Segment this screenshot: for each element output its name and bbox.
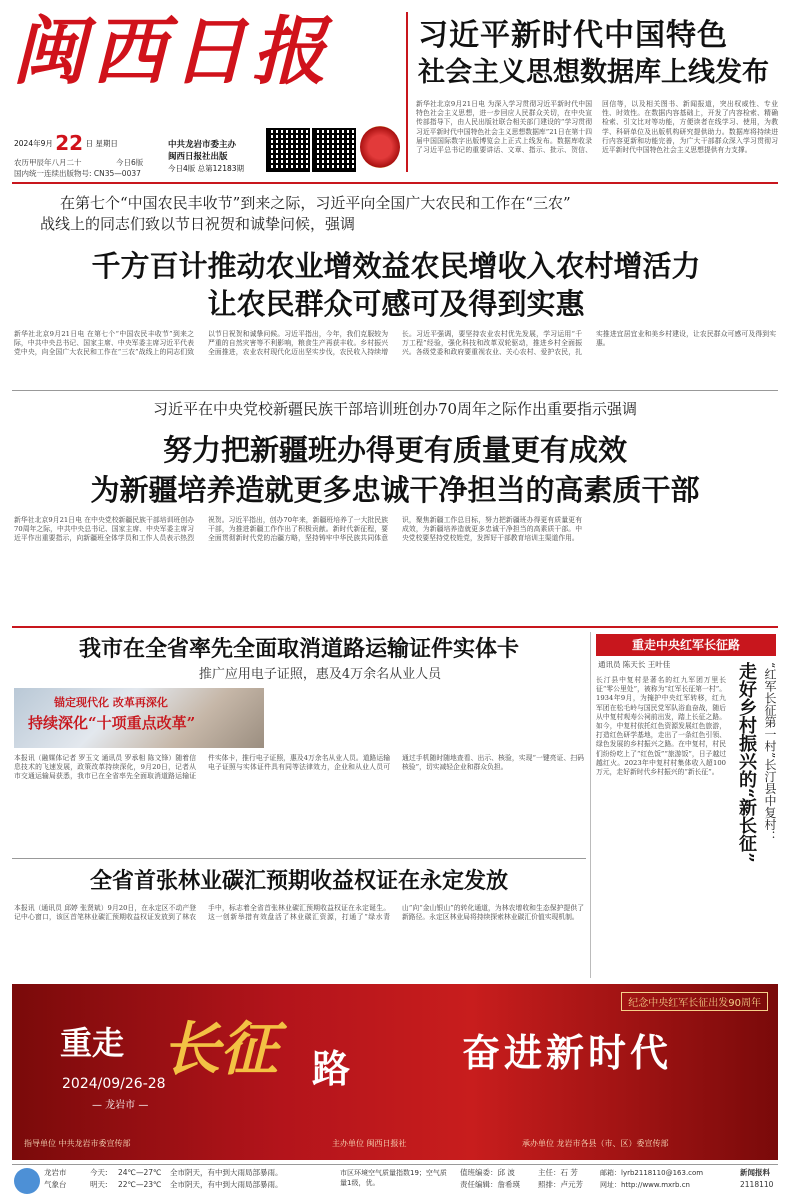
weather-label-2: 气象台: [44, 1180, 67, 1189]
banner-word1: 重走: [60, 1024, 125, 1062]
hotline-number: 2118110: [740, 1180, 774, 1189]
lead-headline-line2: 社会主义思想数据库上线发布: [418, 57, 769, 88]
date-line: 2024年9月: [14, 139, 53, 148]
section-rule: [12, 626, 778, 628]
issue-pages: 今日6版: [116, 158, 144, 167]
local2-body: 本报讯（通讯员 邱婷 张贤斌）9月20日，在永定区不动产登记中心窗口，该区首笔林业碳汇预期收益权证发放到了林农手中，标志着全省首张林业碳汇预期收益权证在永定诞生。这一创新举措有效盘活了林业碳汇资源，打通了“绿水青山”向“金山银山”的转化通道，为林农增收和生态保护提供了新路径。永定区林业局将持续探索林业碳汇价值实现机制。: [14, 904, 584, 922]
story2-headline-line1: 努力把新疆班办得更有质量更有成效: [162, 433, 627, 467]
top-rule: [12, 182, 778, 184]
today-label: 今天:: [90, 1168, 108, 1177]
tomorrow-temp: 22℃—23℃: [118, 1180, 162, 1189]
banner-place: — 龙岩市 —: [92, 1100, 149, 1111]
weather-label-1: 龙岩市: [44, 1168, 67, 1177]
editor-1: 值班编委：邱 波: [460, 1168, 515, 1177]
cn-number: 国内统一连续出版物号: CN35—0037: [14, 169, 141, 178]
issue-number: 今日4版 总第12183期: [168, 164, 245, 173]
reform-image-caption1: 锚定现代化 改革再深化: [54, 696, 168, 709]
reform-image: [14, 688, 264, 748]
story1-headline-line1: 千方百计推动农业增效益农民增收入农村增活力: [91, 249, 701, 283]
lunar-date: 农历甲辰年八月二十: [14, 158, 82, 167]
banner-footer-right: 承办单位 龙岩市各县（市、区）委宣传部: [522, 1139, 669, 1148]
qr-code-icon: [312, 128, 356, 172]
local1-body: 本报讯（融媒体记者 罗玉文 通讯员 罗承相 陈文锋）随着信息技术的飞速发展，政策改革持续深化，9月20日，记者从市交通运输局获悉，我市已在全省率先全面取消道路运输证件实体卡，推行电子证照，惠及4万余名从业人员。道路运输电子证照与实体证件具有同等法律效力，企业和从业人员可通过手机随时随地查看、出示、核验，实现“一键亮证、扫码核验”，切实减轻企业和群众负担。: [14, 754, 584, 781]
today-temp: 24℃—27℃: [118, 1168, 162, 1177]
story1-deck-line1: 在第七个“中国农民丰收节”到来之际，习近平向全国广大农民和工作在“三农”: [60, 194, 571, 212]
local1-subhead: 推广应用电子证照，惠及4万余名从业人员: [198, 667, 442, 682]
story1-headline-line2: 让农民群众可感可及得到实惠: [207, 287, 585, 321]
banner-word2: 长征: [162, 1015, 279, 1083]
sidebar-vertical-headline: 走好乡村振兴的“新长征”: [736, 662, 757, 863]
publisher-block: [168, 139, 244, 175]
sidebar-body: 长汀县中复村是著名的红九军团万里长征“零公里处”，被称为“红军长征第一村”。1934年9月，为掩护中央红军转移，红九军团在松毛岭与国民党军队浴血奋战，随后从中复村观寿公祠前出发，踏上长征之路。如今，中复村依托红色资源发展红色旅游，打造红色研学基地，走出了一条红色引领、绿色发展的乡村振兴之路。在中复村，村民们纷纷吃上了“红色饭”“旅游饭”，日子越过越红火。2023年中复村村集体收入超100万元，走好新时代乡村振兴的“新长征”。: [596, 676, 726, 777]
banner-footer-left: 指导单位 中共龙岩市委宣传部: [24, 1139, 131, 1148]
emblem-icon: [360, 126, 400, 168]
newspaper-title: 闽西日报: [12, 9, 332, 95]
sidebar-byline: 通讯员 陈天长 王叶佳: [598, 660, 671, 669]
lead-headline-line1: 习近平新时代中国特色: [418, 18, 728, 53]
hotline-label: 新闻报料: [740, 1168, 770, 1177]
tomorrow-label: 明天:: [90, 1180, 108, 1189]
story1-body: 新华社北京9月21日电 在第七个“中国农民丰收节”到来之际，中共中央总书记、国家主席、中央军委主席习近平代表党中央，向全国广大农民和工作在“三农”战线上的同志们致以节日祝贺和诚挚问候。习近平指出，今年，我们克服较为严重的自然灾害等不利影响，粮食生产再获丰收。乡村振兴全面推进，农业农村现代化迈出坚实步伐，农民收入持续增长。习近平强调，要坚持农业农村优先发展，学习运用“千万工程”经验，强化科技和改革双轮驱动，推进乡村全面振兴。各级党委和政府要重视农业、关心农村、爱护农民，扎实推进宜居宜业和美乡村建设，让农民群众可感可及得到实惠。: [14, 330, 776, 357]
weather-icon: [14, 1168, 40, 1194]
email: 邮箱：lyrb2118110@163.com: [600, 1169, 704, 1177]
weekday: 日 星期日: [85, 139, 118, 148]
local2-headline: 全省首张林业碳汇预期收益权证在永定发放: [89, 868, 508, 894]
editor-4: 照排：卢元芳: [538, 1180, 583, 1189]
sidebar-divider: [590, 632, 591, 978]
banner-date: 2024/09/26-28: [62, 1076, 166, 1092]
story1-deck-line2: 战线上的同志们致以节日祝贺和诚挚问候，强调: [40, 215, 356, 233]
footer-rule: [12, 1164, 778, 1165]
website: 网址：http://www.mxrb.cn: [600, 1181, 690, 1189]
publisher-line1: 中共龙岩市委主办: [168, 140, 237, 150]
lead-body: 新华社北京9月21日电 为深入学习贯彻习近平新时代中国特色社会主义思想，进一步回应人民群众关切，在中央宣传部指导下，由人民出版社联合相关部门建设的“学习贯彻习近平新时代中国特色社会主义思想数据库”21日在第十四届中国国际数字出版博览会上正式上线发布。数据库收录了习近平总书记的重要讲话、文章、指示、批示、贺信、回信等，以及相关图书、新闻报道，突出权威性、专业性、时效性。在数据内容基础上，开发了内容检索、精确检索、引文比对等功能，方便读者在线学习、使用，为教学、科研单位及出版机构研究提供助力。数据库将持续进行内容更新和功能完善，为广大干部群众深入学习贯彻习近平新时代中国特色社会主义思想提供有力支撑。: [416, 100, 778, 155]
divider: [12, 390, 778, 391]
banner-word4: 奋进新时代: [462, 1030, 673, 1075]
qr-code-icon: [266, 128, 310, 172]
story2-headline-line2: 为新疆培养造就更多忠诚干净担当的高素质干部: [90, 473, 700, 507]
long-march-banner: [12, 984, 778, 1160]
editor-2: 责任编辑：詹希瑛: [460, 1180, 520, 1189]
divider: [12, 858, 586, 859]
masthead-divider: [406, 12, 408, 172]
sidebar-vertical-deck: “红军长征第一村”长汀县中复村：: [763, 662, 777, 843]
reform-image-caption2: 持续深化“十项重点改革”: [28, 714, 196, 732]
banner-top-tag: 纪念中央红军长征出发90周年: [621, 992, 768, 1011]
date-day: 22: [55, 131, 84, 155]
banner-footer-mid: 主办单位 闽西日报社: [332, 1139, 407, 1148]
editor-3: 主任：石 芳: [538, 1168, 578, 1177]
tomorrow-text: 全市阴天，有中到大雨局部暴雨。: [170, 1180, 283, 1189]
story2-body: 新华社北京9月21日电 在中央党校新疆民族干部培训班创办70周年之际，中共中央总书记、国家主席、中央军委主席习近平作出重要指示，向新疆班全体学员和工作人员表示热烈祝贺。习近平指出，创办70年来，新疆班培养了一大批民族干部，为推进新疆工作作出了积极贡献。新时代新征程，要全面贯彻新时代党的治疆方略，坚持铸牢中华民族共同体意识，聚焦新疆工作总目标，努力把新疆班办得更有质量更有成效，为新疆培养造就更多忠诚干净担当的高素质干部。中央党校要坚持党校姓党，发挥好干部教育培训主渠道作用。: [14, 516, 582, 543]
story2-deck: 习近平在中央党校新疆民族干部培训班创办70周年之际作出重要指示强调: [152, 400, 638, 418]
air-quality: 市区环境空气质量指数19；空气质量1级，优。: [340, 1169, 447, 1187]
local1-headline: 我市在全省率先全面取消道路运输证件实体卡: [78, 636, 519, 662]
publisher-line2: 闽西日报社出版: [168, 152, 228, 162]
sidebar-title: 重走中央红军长征路: [596, 634, 776, 656]
today-text: 全市阴天，有中到大雨局部暴雨。: [170, 1168, 283, 1177]
banner-word3: 路: [312, 1046, 351, 1091]
